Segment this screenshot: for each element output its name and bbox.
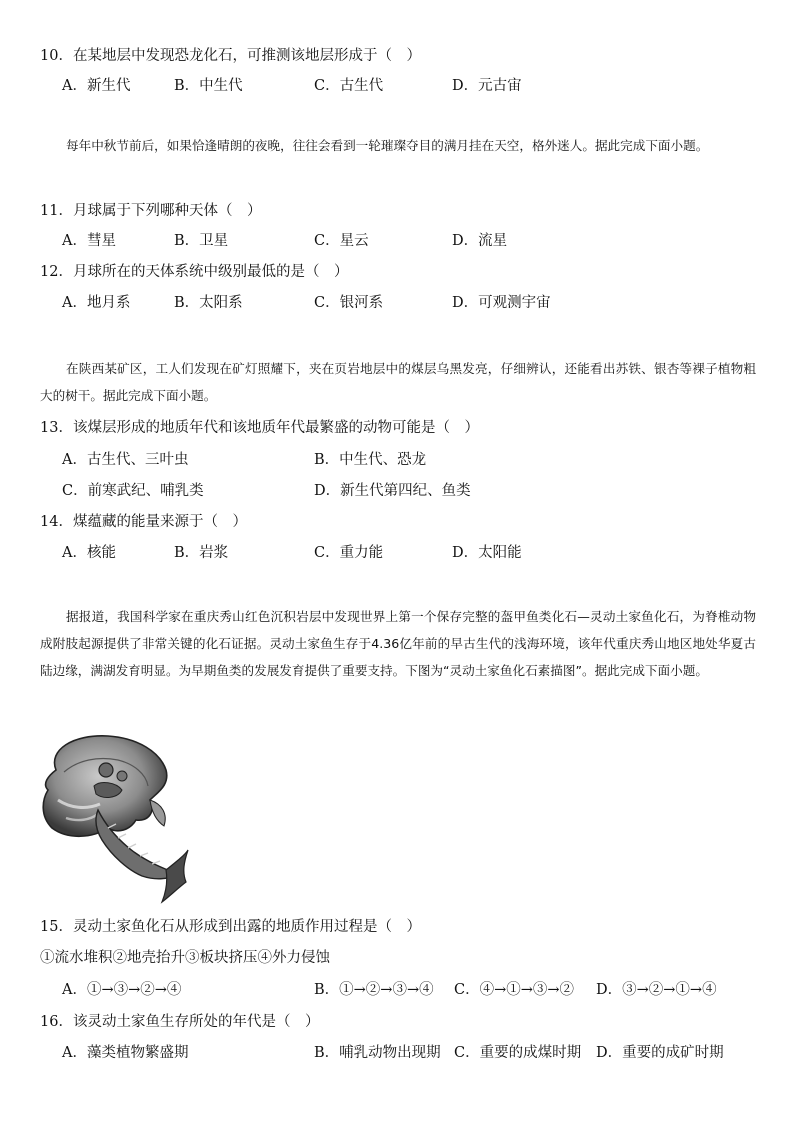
q11-option-d: D．流星 [452,233,508,249]
q10-option-d: D．元古宙 [452,78,522,94]
q14-option-b: B．岩浆 [174,545,229,561]
q16-option-c: C．重要的成煤时期 [454,1045,582,1061]
q10-option-a: A．新生代 [62,78,131,94]
q16-option-d: D．重要的成矿时期 [596,1045,724,1061]
question-14-stem: 14．煤蕴藏的能量来源于（ ） [40,514,247,530]
q11-option-a: A．彗星 [62,233,116,249]
question-16-stem: 16．该灵动土家鱼生存所处的年代是（ ） [40,1014,320,1030]
q16-option-b: B．哺乳动物出现期 [314,1045,441,1061]
passage-fossil: 据报道，我国科学家在重庆秀山红色沉积岩层中发现世界上第一个保存完整的盔甲鱼类化石—灵动土家鱼化石，为脊椎动物成附肢起源提供了非常关键的化石证据。灵动土家鱼生存于4.36亿年前的早古生代的浅海环境，该年代重庆秀山地区地处华夏古陆边缘，满湖发育明显。为早期鱼类的发展发育提供了重要支持。下图为“灵动土家鱼化石素描图”。据此完成下面小题。 [40,609,756,678]
q13-option-d: D．新生代第四纪、鱼类 [314,483,471,499]
q14-option-a: A．核能 [62,545,116,561]
q12-option-b: B．太阳系 [174,295,243,311]
q11-option-c: C．星云 [314,233,369,249]
q10-option-c: C．古生代 [314,78,384,94]
question-11-stem: 11．月球属于下列哪种天体（ ） [40,203,262,219]
q14-option-d: D．太阳能 [452,545,522,561]
question-12-stem: 12．月球所在的天体系统中级别最低的是（ ） [40,264,349,280]
q15-process-list: ①流水堆积②地壳抬升③板块挤压④外力侵蚀 [40,950,330,966]
q11-option-b: B．卫星 [174,233,229,249]
q12-option-a: A．地月系 [62,295,131,311]
q15-option-d: D．③→②→①→④ [596,982,717,998]
q15-option-c: C．④→①→③→② [454,982,575,998]
passage-coal: 在陕西某矿区，工人们发现在矿灯照耀下，夹在页岩地层中的煤层乌黑发亮，仔细辨认，还能看出苏铁、银杏等裸子植物粗大的树干。据此完成下面小题。 [40,361,756,403]
q13-option-b: B．中生代、恐龙 [314,452,427,468]
question-15-stem: 15．灵动土家鱼化石从形成到出露的地质作用过程是（ ） [40,919,421,935]
passage-moon: 每年中秋节前后，如果恰逢晴朗的夜晚，往往会看到一轮璀璨夺目的满月挂在天空，格外迷人。据此完成下面小题。 [66,138,709,153]
q12-option-d: D．可观测宇宙 [452,295,551,311]
fossil-sketch-image [38,730,190,905]
question-10-stem: 10．在某地层中发现恐龙化石，可推测该地层形成于（ ） [40,48,421,64]
q13-option-c: C．前寒武纪、哺乳类 [62,483,204,499]
question-13-stem: 13．该煤层形成的地质年代和该地质年代最繁盛的动物可能是（ ） [40,420,479,436]
q12-option-c: C．银河系 [314,295,384,311]
q10-option-b: B．中生代 [174,78,243,94]
q15-option-b: B．①→②→③→④ [314,982,434,998]
q14-option-c: C．重力能 [314,545,384,561]
q13-option-a: A．古生代、三叶虫 [62,452,189,468]
q16-option-a: A．藻类植物繁盛期 [62,1045,189,1061]
q15-option-a: A．①→③→②→④ [62,982,182,998]
